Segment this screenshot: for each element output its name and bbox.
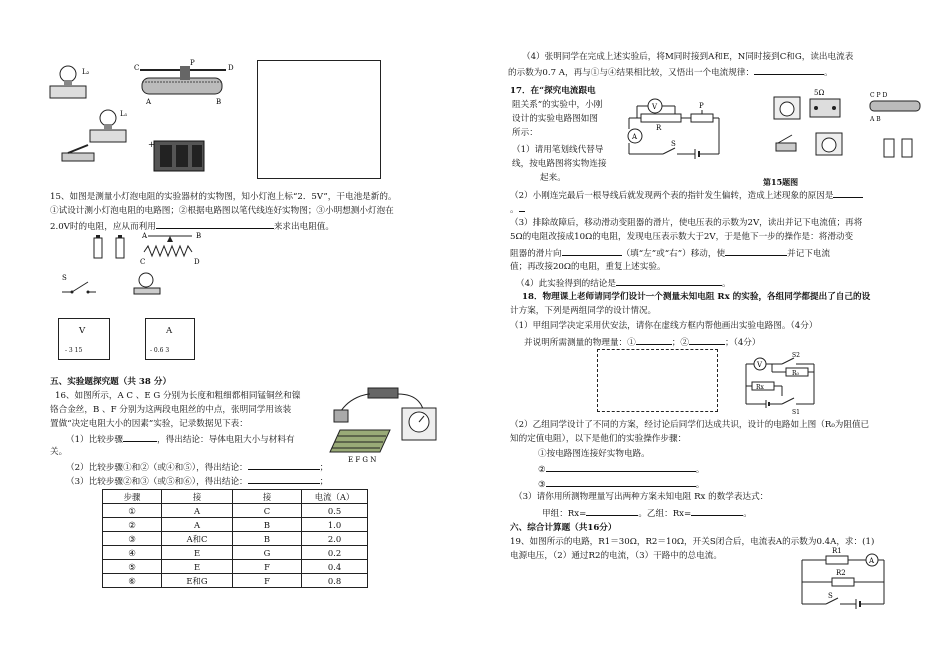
q18-line8-c: 。 xyxy=(743,509,752,519)
section5-heading: 五、实验题探究题（共 38 分） xyxy=(50,377,172,387)
table-row xyxy=(103,532,368,546)
table-cell: F xyxy=(233,574,302,588)
q17-figure-caption: 第15题图 xyxy=(763,177,799,187)
table-cell: ③ xyxy=(103,532,162,546)
bulb-l2-image xyxy=(48,64,98,104)
table-row xyxy=(103,546,368,560)
table-cell: 0.4 xyxy=(302,560,368,574)
svg-text:A B: A B xyxy=(870,116,881,123)
q17-reason-blank-end[interactable] xyxy=(519,202,525,212)
q16-line7-a: （3）比较步骤②和③（或⑤和⑥），得出结论： xyxy=(66,477,248,487)
q18-line6: 知的定值电阻），以下是他们的实验操作步骤： xyxy=(510,434,687,444)
circuit-drawing-box[interactable] xyxy=(257,60,381,179)
svg-text:S: S xyxy=(828,592,833,600)
resistance-apparatus-image xyxy=(328,386,438,466)
q18-line5: （2）乙组同学设计了不同的方案，经讨论后同学们达成共识，设计的电路如上图（R₀为阻值已 xyxy=(510,420,870,430)
table-cell: 0.2 xyxy=(302,546,368,560)
q18-step3-blank[interactable] xyxy=(546,477,696,487)
svg-text:D: D xyxy=(228,64,234,72)
q17-part2-a: （2）小刚连完最后一根导线后就发现两个表的指针发生偏转，造成上述现象的原因是 xyxy=(510,191,834,201)
q16-line6-b: ； xyxy=(319,463,329,473)
q18-line8-b: 。乙组：Rx= xyxy=(638,509,692,519)
q17-part3-line1: （3）排除故障后，移动滑动变阻器的滑片，使电压表的示数为2V，读出并记下电流值；再将 xyxy=(510,218,863,228)
q18-line7: （3）请你用所测物理量写出两种方案未知电阻 Rx 的数学表达式： xyxy=(514,492,769,502)
svg-text:+: + xyxy=(148,140,155,149)
svg-text:S: S xyxy=(62,274,67,282)
q18-step2-b: 。 xyxy=(695,465,705,475)
q16-line6-a: （2）比较步骤①和②（或④和⑤），得出结论： xyxy=(66,463,248,473)
small-bulb-image xyxy=(130,270,164,298)
table-cell: A和C xyxy=(162,532,233,546)
q19-circuit-diagram xyxy=(798,546,888,610)
q18-line4-b: ；② xyxy=(671,338,689,348)
q17-part3-line4: 值；再改接20Ω的电阻，重复上述实验。 xyxy=(510,262,666,272)
q17-circuit-diagram xyxy=(625,96,725,162)
q17-line1: 17．在“探究电流跟电 xyxy=(510,86,596,96)
q18-quantity1-blank[interactable] xyxy=(636,335,672,345)
section6-heading: 六、综合计算题（共16分） xyxy=(510,523,617,533)
svg-text:5Ω: 5Ω xyxy=(814,89,825,97)
q18-quantity2-blank[interactable] xyxy=(689,335,725,345)
q17-part3-line3-b: （填“左”或“右”）移动，使 xyxy=(621,249,726,259)
table-row xyxy=(103,574,368,588)
q16-line1: 16、如图所示，A C 、E G 分别为长度和粗细都相同锰铜丝和镍 xyxy=(55,391,301,401)
svg-text:C P D: C P D xyxy=(870,92,888,99)
q17-line7: 起来。 xyxy=(540,173,566,183)
q17-line2: 阻关系”的实验中，小刚 xyxy=(512,100,603,110)
table-row xyxy=(103,560,368,574)
q17-line6: 线，按电路图将实物连接 xyxy=(512,159,607,169)
q16-step-blank[interactable] xyxy=(123,432,157,442)
table-cell: E xyxy=(162,560,233,574)
q18-line2: 计方案，下列是两组同学的设计情况。 xyxy=(510,306,657,316)
table-header-cell: 接 xyxy=(233,490,302,504)
table-cell: C xyxy=(233,504,302,518)
svg-text:S: S xyxy=(671,140,676,148)
table-cell: G xyxy=(233,546,302,560)
q15-line3-b: 来求出电阻值。 xyxy=(273,222,334,232)
q18-circuit-diagram xyxy=(742,352,818,414)
table-header-row xyxy=(103,490,368,504)
q17-part2 xyxy=(510,188,863,204)
svg-text:A: A xyxy=(142,232,148,240)
svg-text:C: C xyxy=(140,258,146,266)
q16-line5: 关。 xyxy=(50,447,68,457)
table-header-cell: 电流（A） xyxy=(302,490,368,504)
q15-line1: 15、如图是测量小灯泡电阻的实验器材的实物图，知小灯泡上标“2．5V”，干电池是新的。 xyxy=(50,192,397,202)
table-cell: B xyxy=(233,532,302,546)
svg-text:L₂: L₂ xyxy=(82,68,90,76)
svg-text:D: D xyxy=(194,258,200,266)
q17-equipment-image xyxy=(770,85,930,175)
q18-line8 xyxy=(542,506,752,522)
q17-line5: （1）请用笔划线代替导 xyxy=(512,145,604,155)
q16-line4-a: （1）比较步骤 xyxy=(66,435,124,445)
svg-text:R₀: R₀ xyxy=(792,370,799,377)
svg-text:S1: S1 xyxy=(792,409,800,416)
svg-text:P: P xyxy=(699,102,704,110)
svg-text:E F G N: E F G N xyxy=(348,456,377,464)
table-cell: 0.8 xyxy=(302,574,368,588)
switch-s-image xyxy=(58,272,98,298)
svg-text:A: A xyxy=(146,98,152,106)
table-cell: A xyxy=(162,504,233,518)
voltmeter-letter: V xyxy=(79,326,86,336)
q18-step2-a: ② xyxy=(538,465,546,475)
svg-text:Rx: Rx xyxy=(756,384,764,391)
q16-4-line2-a: 的示数为0.7 A，再与①与④结果相比较，又悟出一个电流规律： xyxy=(508,68,755,78)
q18-step1: ①按电路图连接好实物电路。 xyxy=(538,449,650,459)
q17-reason-blank[interactable] xyxy=(833,188,863,198)
table-row xyxy=(103,504,368,518)
svg-text:L₁: L₁ xyxy=(120,110,128,118)
svg-text:V: V xyxy=(757,361,763,369)
ammeter-letter: A xyxy=(166,326,173,336)
q16-line3: 置做“决定电阻大小的因素”实验，记录数据见下表： xyxy=(50,419,248,429)
q17-part4-a: （4）此实验得到的结论是 xyxy=(516,279,616,289)
q19-line1: 19、如图所示的电路，R1＝30Ω，R2＝10Ω，开关S闭合后，电流表A的示数为0.4A，求：(1) xyxy=(510,537,875,547)
q16-line4-b: ，得出结论：导体电阻大小与材料有 xyxy=(157,435,295,445)
q18-step2 xyxy=(538,462,704,478)
q18-line4-a: 并说明所需测量的物理量：① xyxy=(524,338,636,348)
table-cell: ⑤ xyxy=(103,560,162,574)
q17-part2-b: 。 xyxy=(510,205,519,215)
q17-condition-blank[interactable] xyxy=(725,246,787,256)
q17-line4: 所示： xyxy=(512,128,538,138)
svg-text:B: B xyxy=(216,98,222,106)
q15-line2: ①试设计测小灯泡电阻的电路图；②根据电路图以笔代线连好实物图；③小明想测小灯泡在 xyxy=(50,206,394,216)
q16-line4 xyxy=(66,432,295,448)
ammeter-ticks: - 0.6 3 xyxy=(150,347,170,354)
q16-4-line2-b: 。 xyxy=(824,68,833,78)
svg-text:C: C xyxy=(134,64,140,72)
svg-text:R: R xyxy=(656,124,662,132)
svg-text:A: A xyxy=(869,557,875,565)
svg-text:A: A xyxy=(632,133,638,141)
q17-part4-b: 。 xyxy=(722,279,731,289)
q16-4-line2 xyxy=(508,65,833,81)
q17-part3-line2: 5Ω的电阻改接成10Ω的电阻，发现电压表示数大于2V，于是他下一步的操作是：将滑动变 xyxy=(510,232,854,242)
svg-text:V: V xyxy=(652,103,658,111)
rheostat-image xyxy=(130,60,240,110)
svg-text:B: B xyxy=(196,232,202,240)
bulb-l1-image xyxy=(88,108,138,148)
table-cell: F xyxy=(233,560,302,574)
svg-text:P: P xyxy=(190,59,195,67)
q16-data-table xyxy=(102,489,368,588)
q17-part3-line3 xyxy=(510,246,830,262)
battery-box-image xyxy=(150,135,210,175)
q17-part2-end xyxy=(510,202,525,218)
q17-direction-blank[interactable] xyxy=(562,246,622,256)
table-header-cell: 步骤 xyxy=(103,490,162,504)
q18-expr-jia-blank[interactable] xyxy=(586,506,638,516)
q18-line8-a: 甲组：Rx= xyxy=(542,509,587,519)
table-cell: 2.0 xyxy=(302,532,368,546)
table-row xyxy=(103,518,368,532)
slide-rheostat-symbol xyxy=(140,228,210,266)
svg-text:R2: R2 xyxy=(836,569,846,577)
table-cell: ① xyxy=(103,504,162,518)
q18-line4-c: ；（4分） xyxy=(724,338,761,348)
q18-expr-yi-blank[interactable] xyxy=(691,506,743,516)
q17-conclusion-blank[interactable] xyxy=(616,276,722,286)
svg-text:S2: S2 xyxy=(792,352,800,359)
voltmeter-image xyxy=(58,318,110,360)
table-cell: E xyxy=(162,546,233,560)
q18-step2-blank[interactable] xyxy=(546,462,696,472)
table-cell: ② xyxy=(103,518,162,532)
svg-text:R1: R1 xyxy=(832,547,842,555)
q16-conclusion2-blank[interactable] xyxy=(248,460,320,470)
switch-image xyxy=(60,145,100,165)
table-cell: 1.0 xyxy=(302,518,368,532)
table-cell: ④ xyxy=(103,546,162,560)
table-header-cell: 接 xyxy=(162,490,233,504)
q16-line7-b: ； xyxy=(319,477,329,487)
table-cell: B xyxy=(233,518,302,532)
q15-line3-a: 2.0V时的电阻，应从而利用 xyxy=(50,222,156,232)
q16-4-rule-blank[interactable] xyxy=(754,65,824,75)
q17-line3: 设计的实验电路图如图 xyxy=(512,114,598,124)
q16-line7 xyxy=(66,474,328,490)
q19-line2: 电源电压，（2）通过R2的电流，（3）干路中的总电流。 xyxy=(510,551,722,561)
q18-step3-b: 。 xyxy=(695,480,705,490)
table-cell: E和G xyxy=(162,574,233,588)
table-cell: 0.5 xyxy=(302,504,368,518)
q18-line1: 18．物理课上老师请同学们设计一个测量未知电阻 Rx 的实验，各组同学都提出了自己的设 xyxy=(522,292,871,302)
ammeter-image xyxy=(145,318,195,360)
q16-4-line1: （4）张明同学在完成上述实验后，将M同时接到A和E，N同时接到C和G，读出电流表 xyxy=(522,52,854,62)
q17-part3-line3-a: 阻器的滑片向 xyxy=(510,249,562,259)
table-cell: ⑥ xyxy=(103,574,162,588)
q16-conclusion3-blank[interactable] xyxy=(248,474,320,484)
table-cell: A xyxy=(162,518,233,532)
q17-part4 xyxy=(516,276,731,292)
q16-line2: 铬合金丝，B 、F 分别为这两段电阻丝的中点，张明同学用该装 xyxy=(50,405,292,415)
q17-part3-line3-c: 并记下电流 xyxy=(787,249,831,259)
q18-step3-a: ③ xyxy=(538,480,546,490)
q18-dashed-drawing-box[interactable] xyxy=(597,349,718,412)
voltmeter-ticks: - 3 15 xyxy=(65,347,83,354)
q18-line3: （1）甲组同学决定采用伏安法，请你在虚线方框内帮他画出实验电路图。（4分） xyxy=(510,321,818,331)
batteries-image xyxy=(92,234,132,262)
